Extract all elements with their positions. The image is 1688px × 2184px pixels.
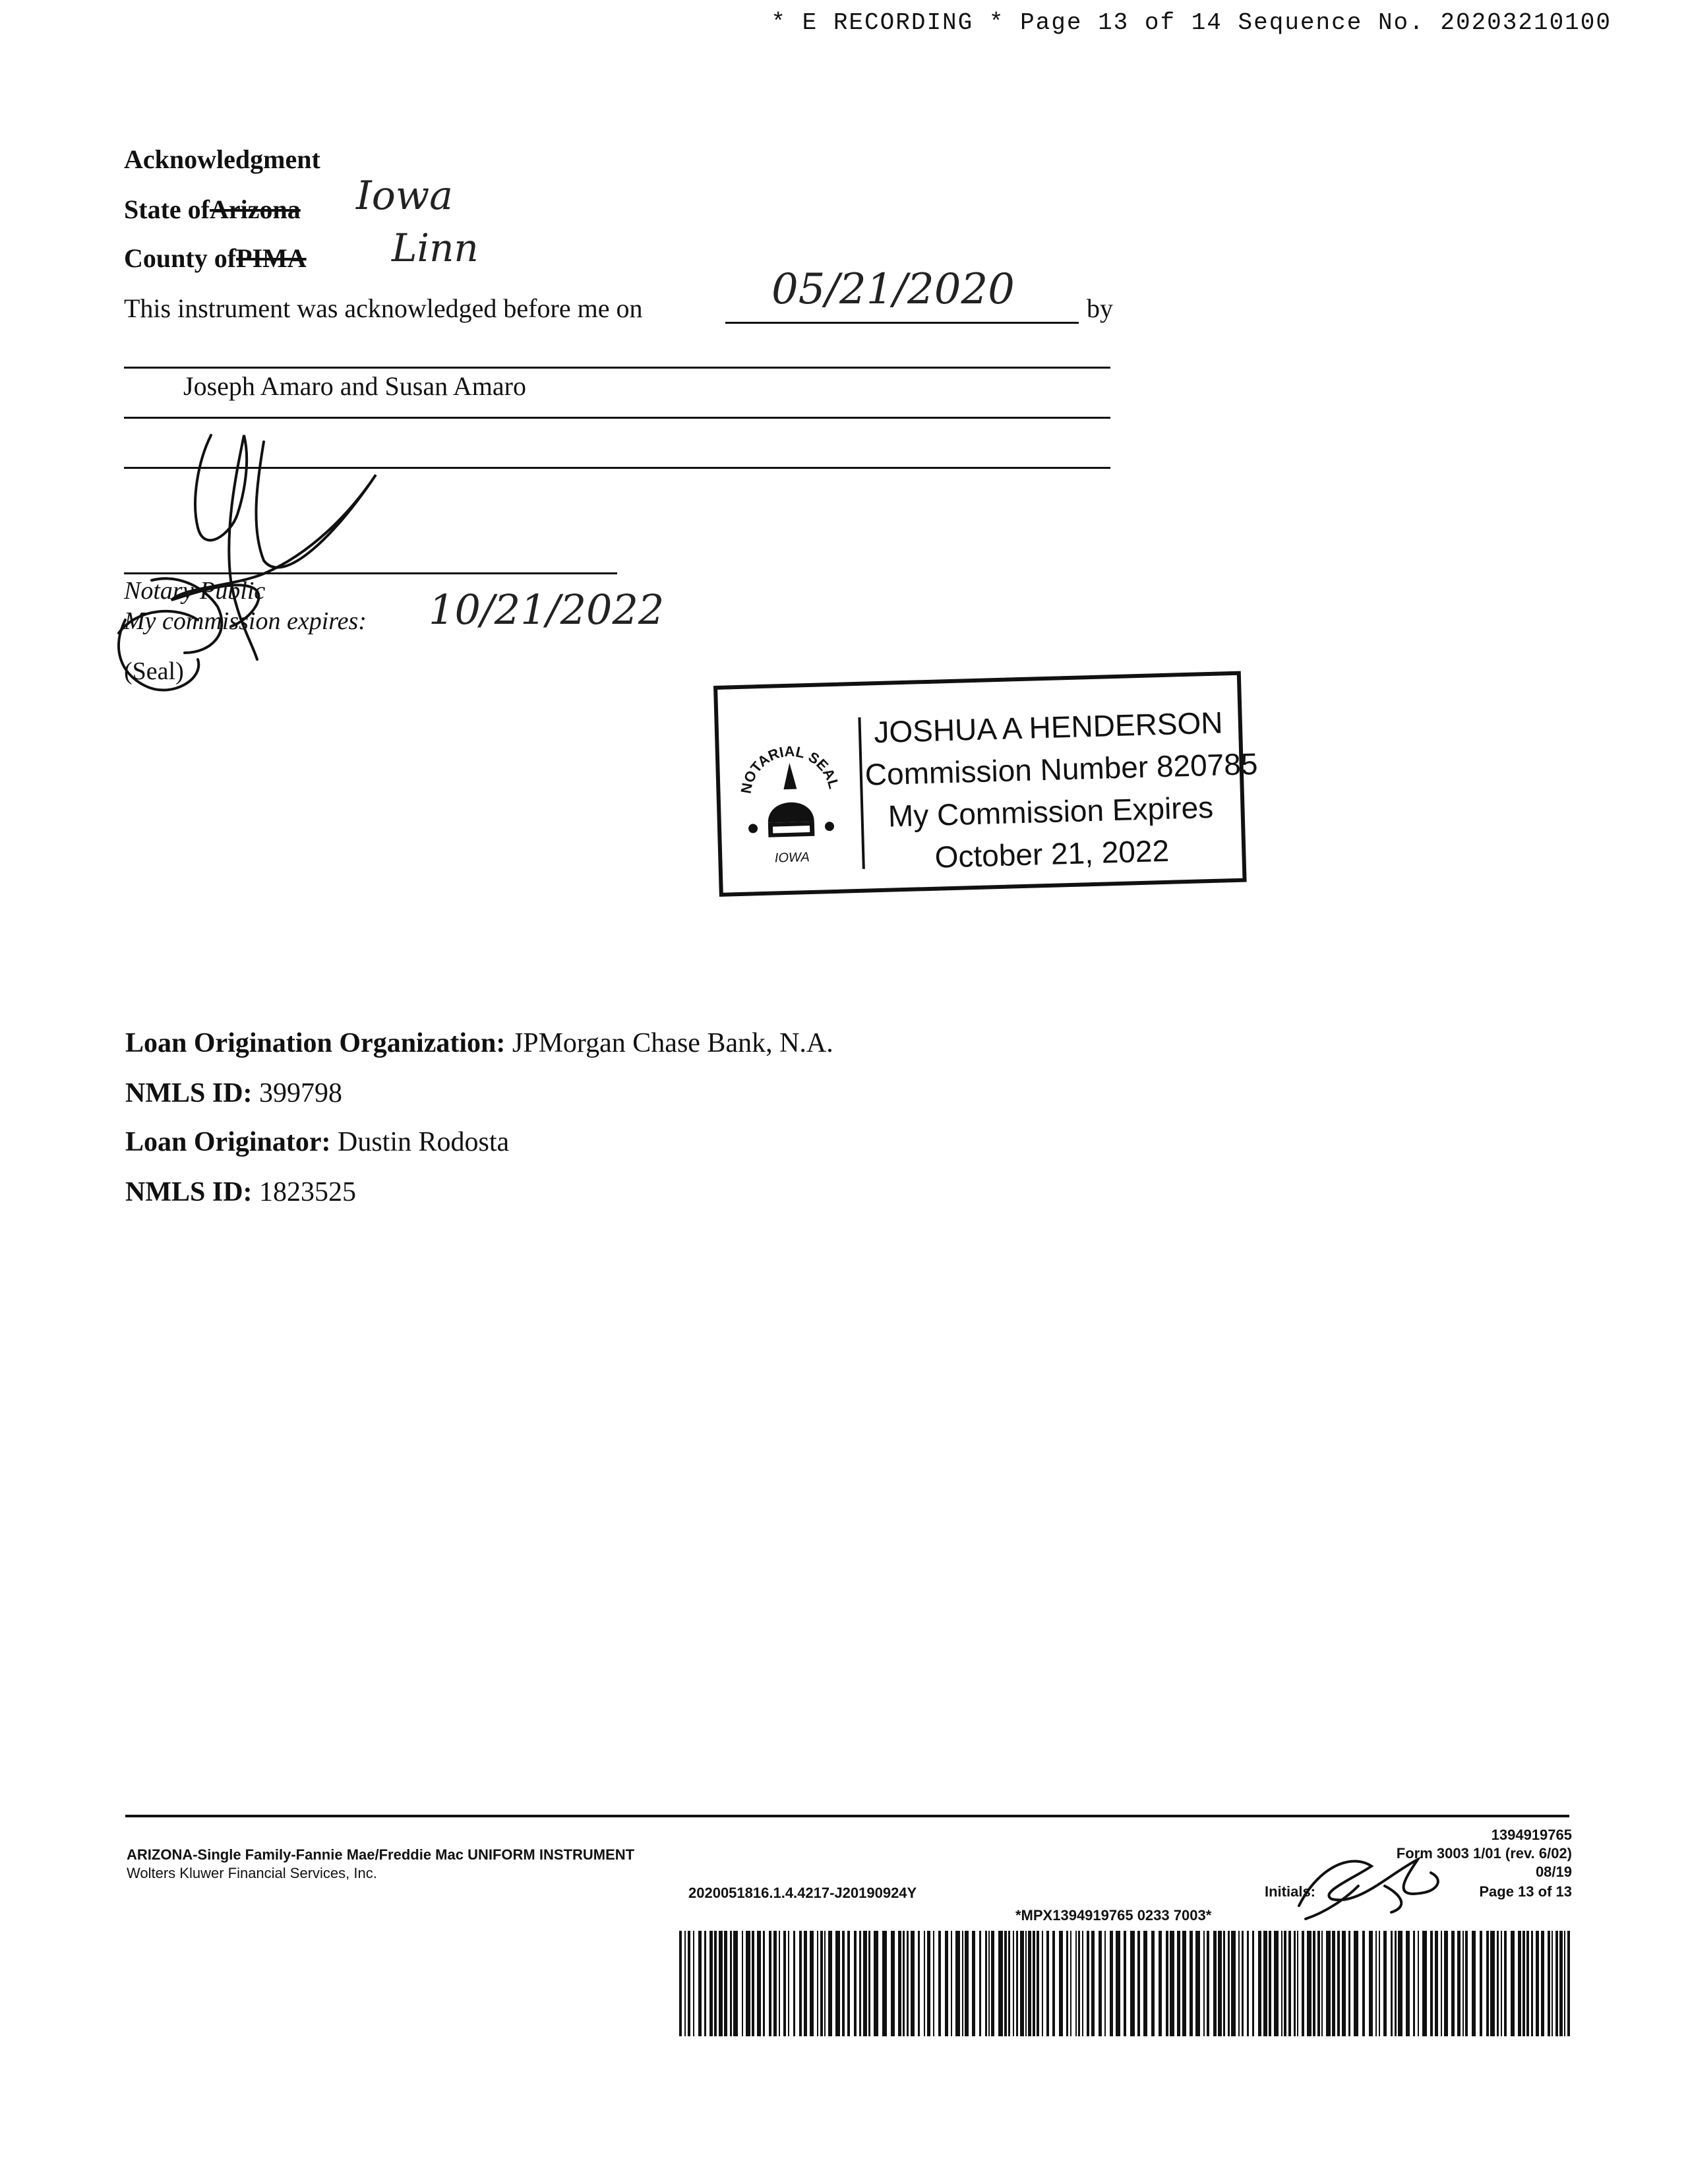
- footer-loan-number: 1394919765: [1491, 1827, 1572, 1843]
- nmls-id-org-line: [125, 1077, 342, 1109]
- stamp-expires-date: October 21, 2022: [934, 833, 1170, 874]
- footer-rule: [125, 1815, 1569, 1817]
- by-label: by: [1087, 293, 1113, 323]
- footer-page: Page 13 of 13: [1479, 1883, 1572, 1900]
- commission-handwritten: 10/21/2022: [429, 586, 665, 634]
- loan-originator-value: Dustin Rodosta: [338, 1127, 510, 1157]
- date-handwritten: 05/21/2020: [771, 265, 1015, 314]
- notary-signature-line: [124, 572, 617, 574]
- acknowledgment-title: Acknowledgment: [124, 144, 320, 174]
- recording-header: * E RECORDING * Page 13 of 14 Sequence No. 20203210100: [771, 9, 1612, 36]
- notary-stamp: [713, 671, 1259, 897]
- names-rule-top: [124, 367, 1110, 369]
- commission-expires-label: My commission expires:: [124, 607, 367, 635]
- notarial-seal-icon: [729, 715, 852, 876]
- stamp-expires-label: My Commission Expires: [888, 789, 1214, 834]
- names-rule-middle: [124, 417, 1110, 419]
- state-label: State of: [124, 195, 210, 224]
- state-handwritten: Iowa: [356, 173, 453, 219]
- date-underline: [725, 322, 1079, 324]
- initials-signature-icon: [1292, 1840, 1451, 1926]
- county-handwritten: Linn: [392, 226, 479, 270]
- instrument-text: This instrument was acknowledged before me on: [124, 293, 643, 323]
- county-label: County of: [124, 243, 237, 273]
- county-struck-value: PIMA: [236, 243, 307, 273]
- footer-form-title: ARIZONA-Single Family-Fannie Mae/Freddie Mac UNIFORM INSTRUMENT: [127, 1846, 635, 1863]
- nmls-id-originator-label: NMLS ID:: [125, 1177, 253, 1207]
- loan-org-line: [125, 1027, 833, 1059]
- barcode-text: *MPX1394919765 0233 7003*: [1015, 1907, 1212, 1924]
- barcode-icon: [679, 1931, 1572, 2036]
- state-line: [124, 194, 301, 225]
- seal-iowa-text: IOWA: [774, 850, 810, 866]
- county-line: [124, 243, 307, 274]
- footer-initials-label: Initials:: [1265, 1883, 1316, 1900]
- seal-label: (Seal): [124, 657, 184, 685]
- loan-originator-label: Loan Originator:: [125, 1127, 331, 1157]
- stamp-notary-name: JOSHUA A HENDERSON: [873, 705, 1224, 750]
- state-struck-value: Arizona: [209, 195, 301, 224]
- footer-form-number: Form 3003 1/01 (rev. 6/02): [1396, 1845, 1572, 1862]
- loan-org-value: JPMorgan Chase Bank, N.A.: [512, 1028, 833, 1058]
- stamp-commission-number: Commission Number 820785: [864, 746, 1259, 792]
- seal-arc-text: NOTARIAL SEAL: [737, 743, 843, 795]
- nmls-id-org-value: 399798: [259, 1078, 343, 1108]
- footer-doc-code: 2020051816.1.4.4217-J20190924Y: [688, 1885, 917, 1901]
- nmls-id-originator-line: [125, 1176, 356, 1208]
- loan-org-label: Loan Origination Organization:: [125, 1028, 506, 1058]
- loan-originator-line: [125, 1126, 509, 1158]
- acknowledged-names: Joseph Amaro and Susan Amaro: [183, 371, 526, 401]
- nmls-id-org-label: NMLS ID:: [125, 1078, 253, 1108]
- notary-public-label: Notary Public: [124, 577, 266, 605]
- footer-publisher: Wolters Kluwer Financial Services, Inc.: [127, 1865, 377, 1881]
- nmls-id-originator-value: 1823525: [259, 1177, 357, 1207]
- footer-rev-date: 08/19: [1535, 1864, 1572, 1880]
